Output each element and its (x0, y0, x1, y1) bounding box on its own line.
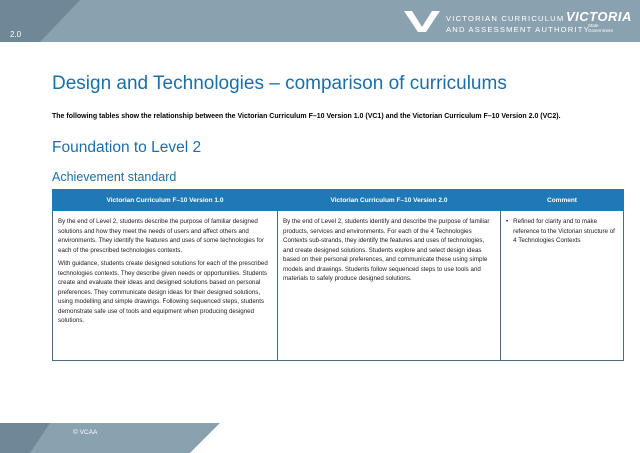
comment-cell (501, 211, 624, 361)
comparison-table (52, 189, 624, 361)
table-header-row (53, 190, 624, 211)
intro-text: The following tables show the relationship between the Victorian Curriculum F–10 Version 1.0 (VC1) and the Victorian Curriculum F–10 Version 2.0 (VC2). (52, 113, 561, 120)
section-title: Foundation to Level 2 (52, 139, 202, 156)
page-title: Design and Technologies – comparison of curriculums (52, 73, 507, 94)
vc1-paragraph-1: By the end of Level 2, students describe the purpose of familiar designed solutions and how they meet the needs of users and affect others and environments. They identify the features and uses of some technologies for each of the prescribed technologies contexts. (58, 218, 264, 254)
vc2-cell (278, 211, 501, 361)
column-header-vc1: Victorian Curriculum F–10 Version 1.0 (53, 190, 278, 211)
authority-line-1: VICTORIAN CURRICULUM (446, 14, 565, 23)
footer-shape (0, 423, 220, 453)
column-header-vc2: Victorian Curriculum F–10 Version 2.0 (278, 190, 501, 211)
bullet-icon: • (506, 218, 509, 225)
comment-bullet (506, 217, 618, 246)
vc1-paragraph-2: With guidance, students create designed solutions for each of the prescribed technologies contexts. They describe given needs or opportunities. Students create and evaluate their ideas and designed solutions based on personal preferences. They communicate design ideas for their designed solutions, using modelling and simple drawings. Following sequenced steps, students demonstrate safe use of tools and equipment when producing designed solutions. (58, 260, 268, 324)
header-band (0, 0, 640, 42)
comment-text: Refined for clarity and to make reference to the Victorian structure of 4 Technologies Contexts (513, 218, 615, 244)
victoria-government-logo-sub (588, 23, 613, 33)
table-row (53, 211, 624, 361)
vc2-paragraph-1: By the end of Level 2, students identify and describe the purpose of familiar products, services and environments. For each of the 4 Technologies Contexts sub-strands, they identify the features and uses of technologies, and create designed solutions. Students explore and select design ideas based on their personal preferences, and communicate these using simple models and drawings. Students follow sequenced steps to use tools and materials to safely produce designed solutions. (283, 218, 490, 282)
vcaa-logo-icon (404, 9, 440, 33)
state-text: State (588, 23, 599, 28)
authority-line-2: AND ASSESSMENT AUTHORITY (446, 25, 590, 34)
subsection-title: Achievement standard (52, 170, 177, 184)
vc1-cell (53, 211, 278, 361)
column-header-comment: Comment (501, 190, 624, 211)
version-label: 2.0 (10, 30, 22, 39)
copyright-text: © VCAA (73, 429, 98, 436)
government-text: Government (588, 28, 613, 33)
footer-band (0, 423, 640, 453)
victoria-government-logo: VICTORIA (566, 9, 632, 24)
